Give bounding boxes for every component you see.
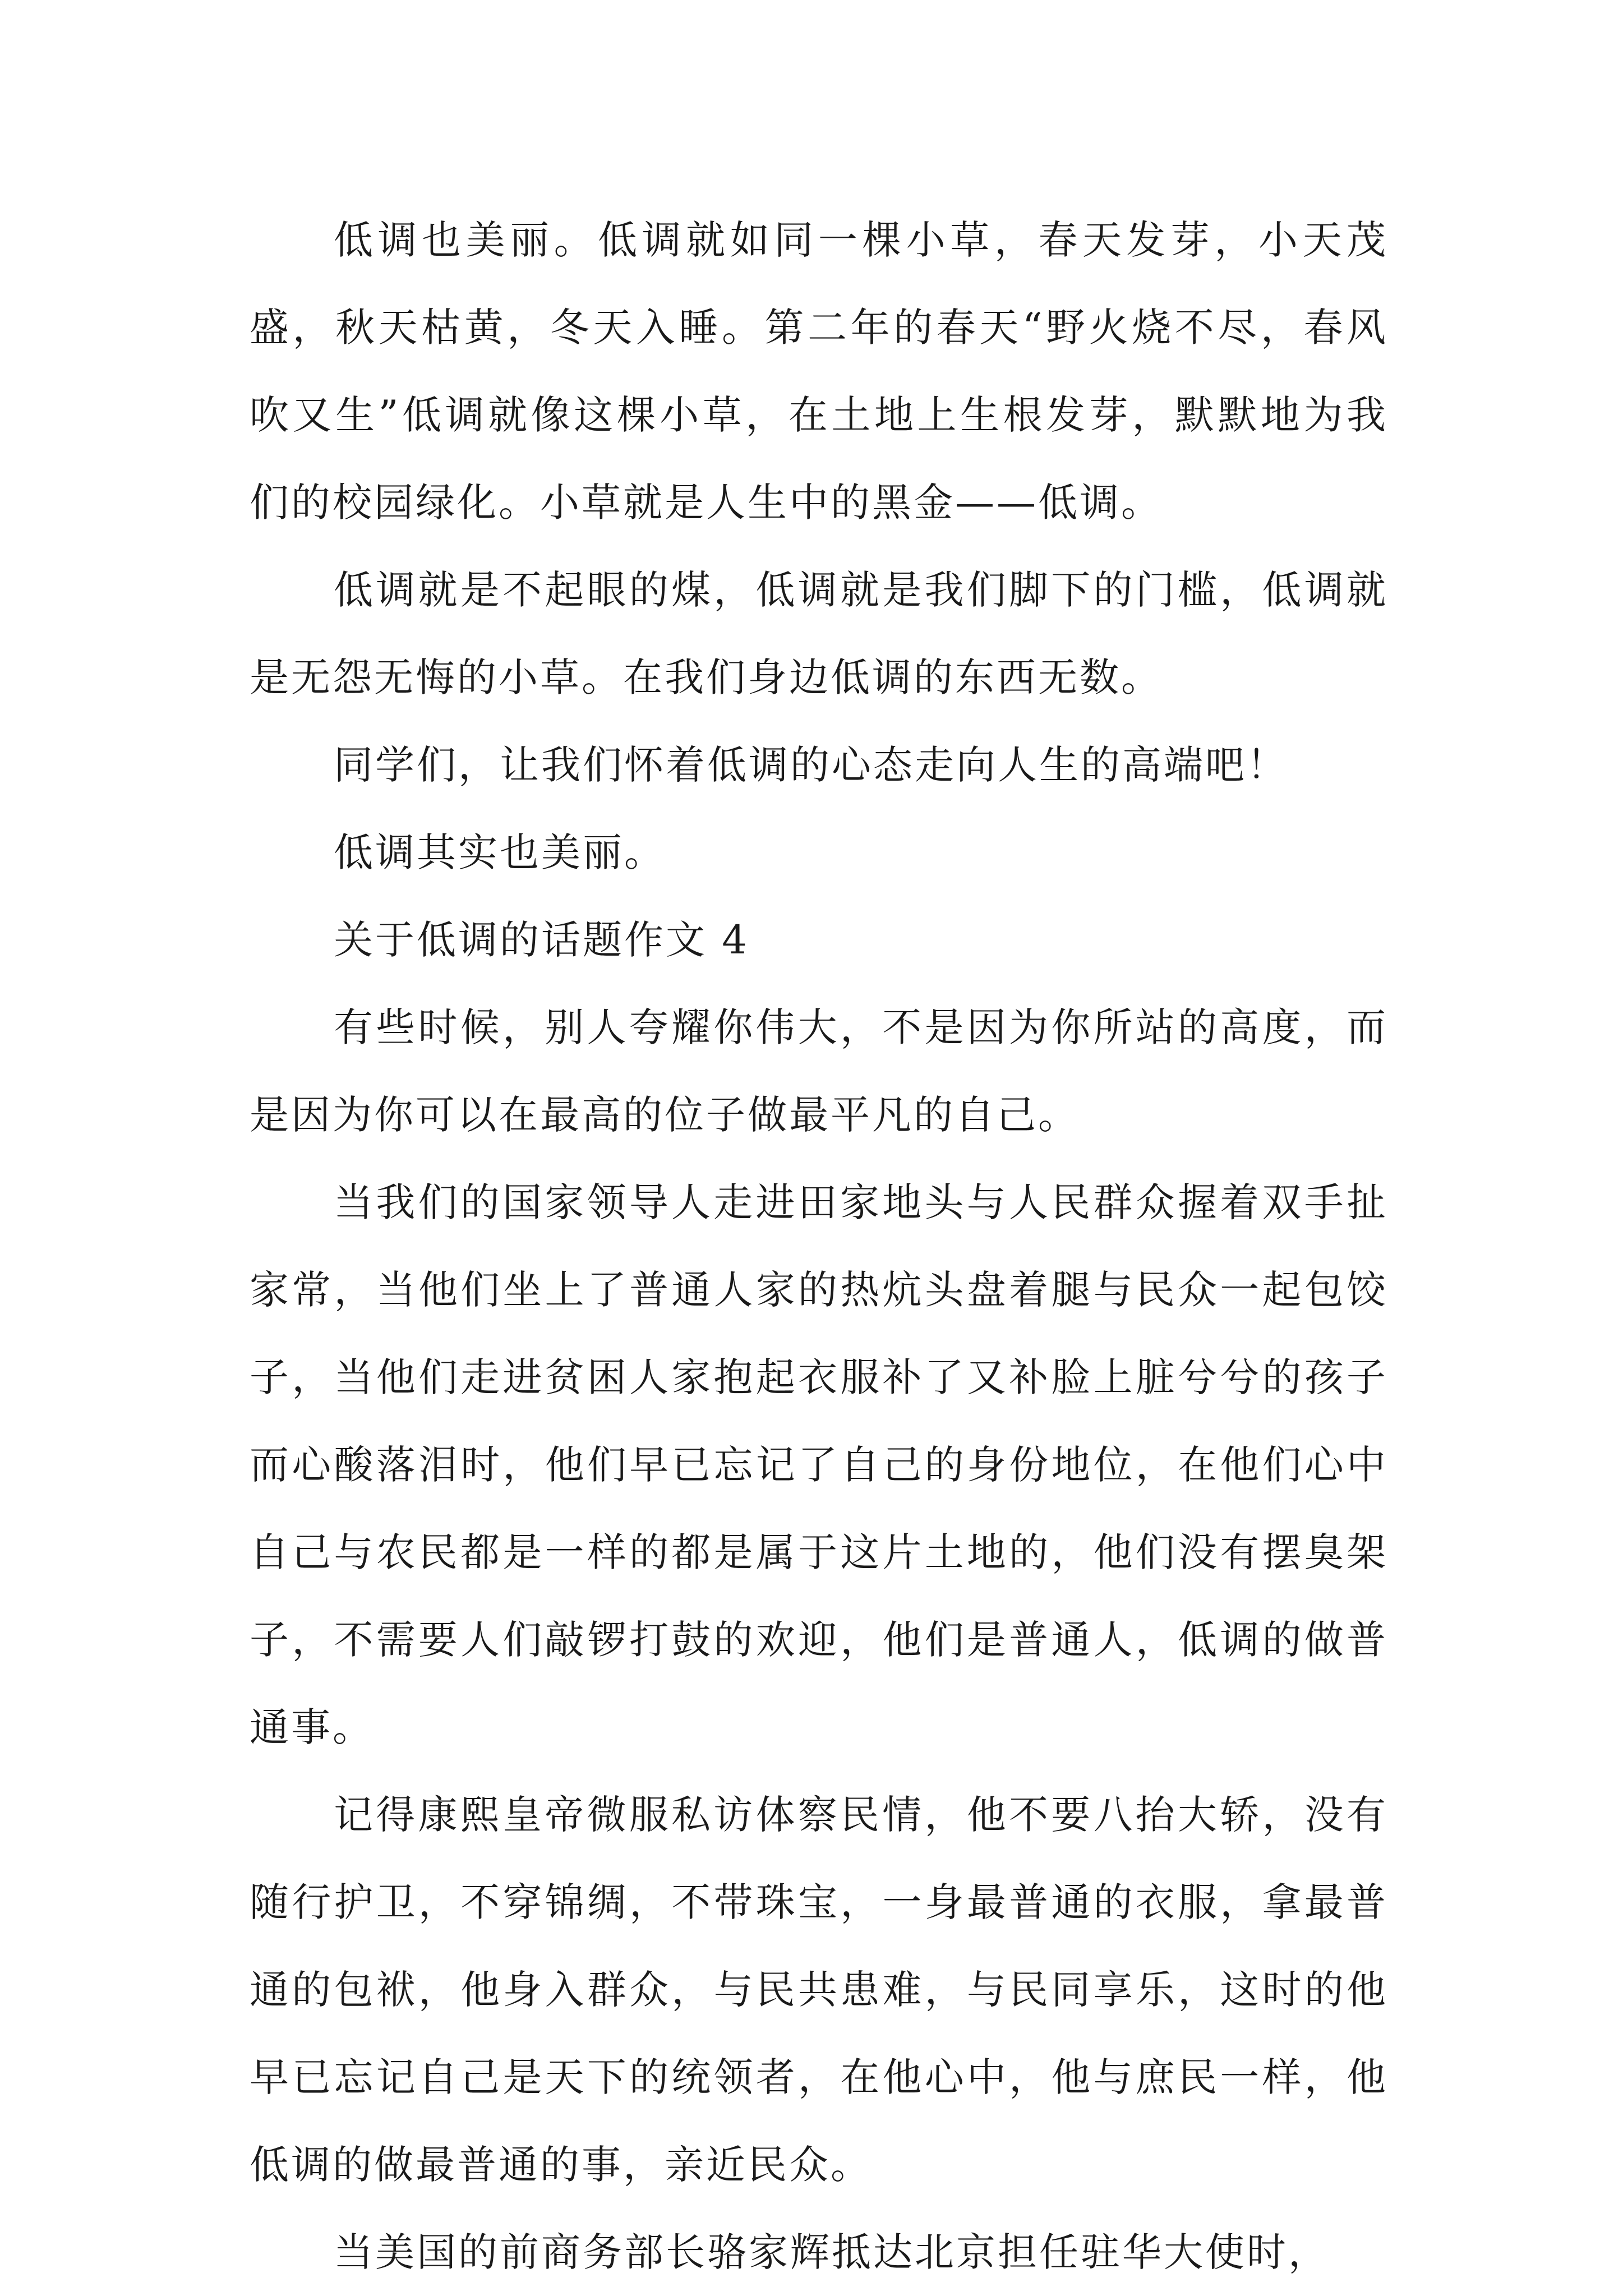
paragraph-7: 当我们的国家领导人走进田家地头与人民群众握着双手扯家常，当他们坐上了普通人家的热炕头盘着腿与民众一起包饺子，当他们走进贫困人家抱起衣服补了又补脸上脏兮兮的孩子而心酸落泪时，他们早已忘记了自己的身份地位，在他们心中自己与农民都是一样的都是属于这片土地的，他们没有摆臭架子，不需要人们敲锣打鼓的欢迎，他们是普通人，低调的做普通事。 (250, 1179, 1388, 1750)
paragraph-6: 有些时候，别人夸耀你伟大，不是因为你所站的高度，而是因为你可以在最高的位子做最平凡的自己。 (250, 1004, 1388, 1138)
paragraph-8: 记得康熙皇帝微服私访体察民情，他不要八抬大轿，没有随行护卫，不穿锦绸，不带珠宝，一身最普通的衣服，拿最普通的包袱，他身入群众，与民共患难，与民同享乐，这时的他早已忘记自己是天下的统领者，在他心中，他与庶民一样，他低调的做最普通的事，亲近民众。 (250, 1792, 1388, 2188)
paragraph-2: 低调就是不起眼的煤，低调就是我们脚下的门槛，低调就是无怨无悔的小草。在我们身边低调的东西无数。 (250, 567, 1388, 700)
section-heading: 关于低调的话题作文 4 (334, 917, 749, 963)
paragraph-3: 同学们，让我们怀着低调的心态走向人生的高端吧！ (334, 742, 1288, 788)
body-text (250, 196, 1388, 2296)
paragraph-9: 当美国的前商务部长骆家辉抵达北京担任驻华大使时， (334, 2229, 1330, 2275)
paragraph-4: 低调其实也美丽。 (334, 829, 666, 875)
paragraph-1: 低调也美丽。低调就如同一棵小草，春天发芽，小天茂盛，秋天枯黄，冬天入睡。第二年的春天“野火烧不尽，春风吹又生”低调就像这棵小草，在土地上生根发芽，默默地为我们的校园绿化。小草就是人生中的黑金——低调。 (250, 217, 1388, 525)
